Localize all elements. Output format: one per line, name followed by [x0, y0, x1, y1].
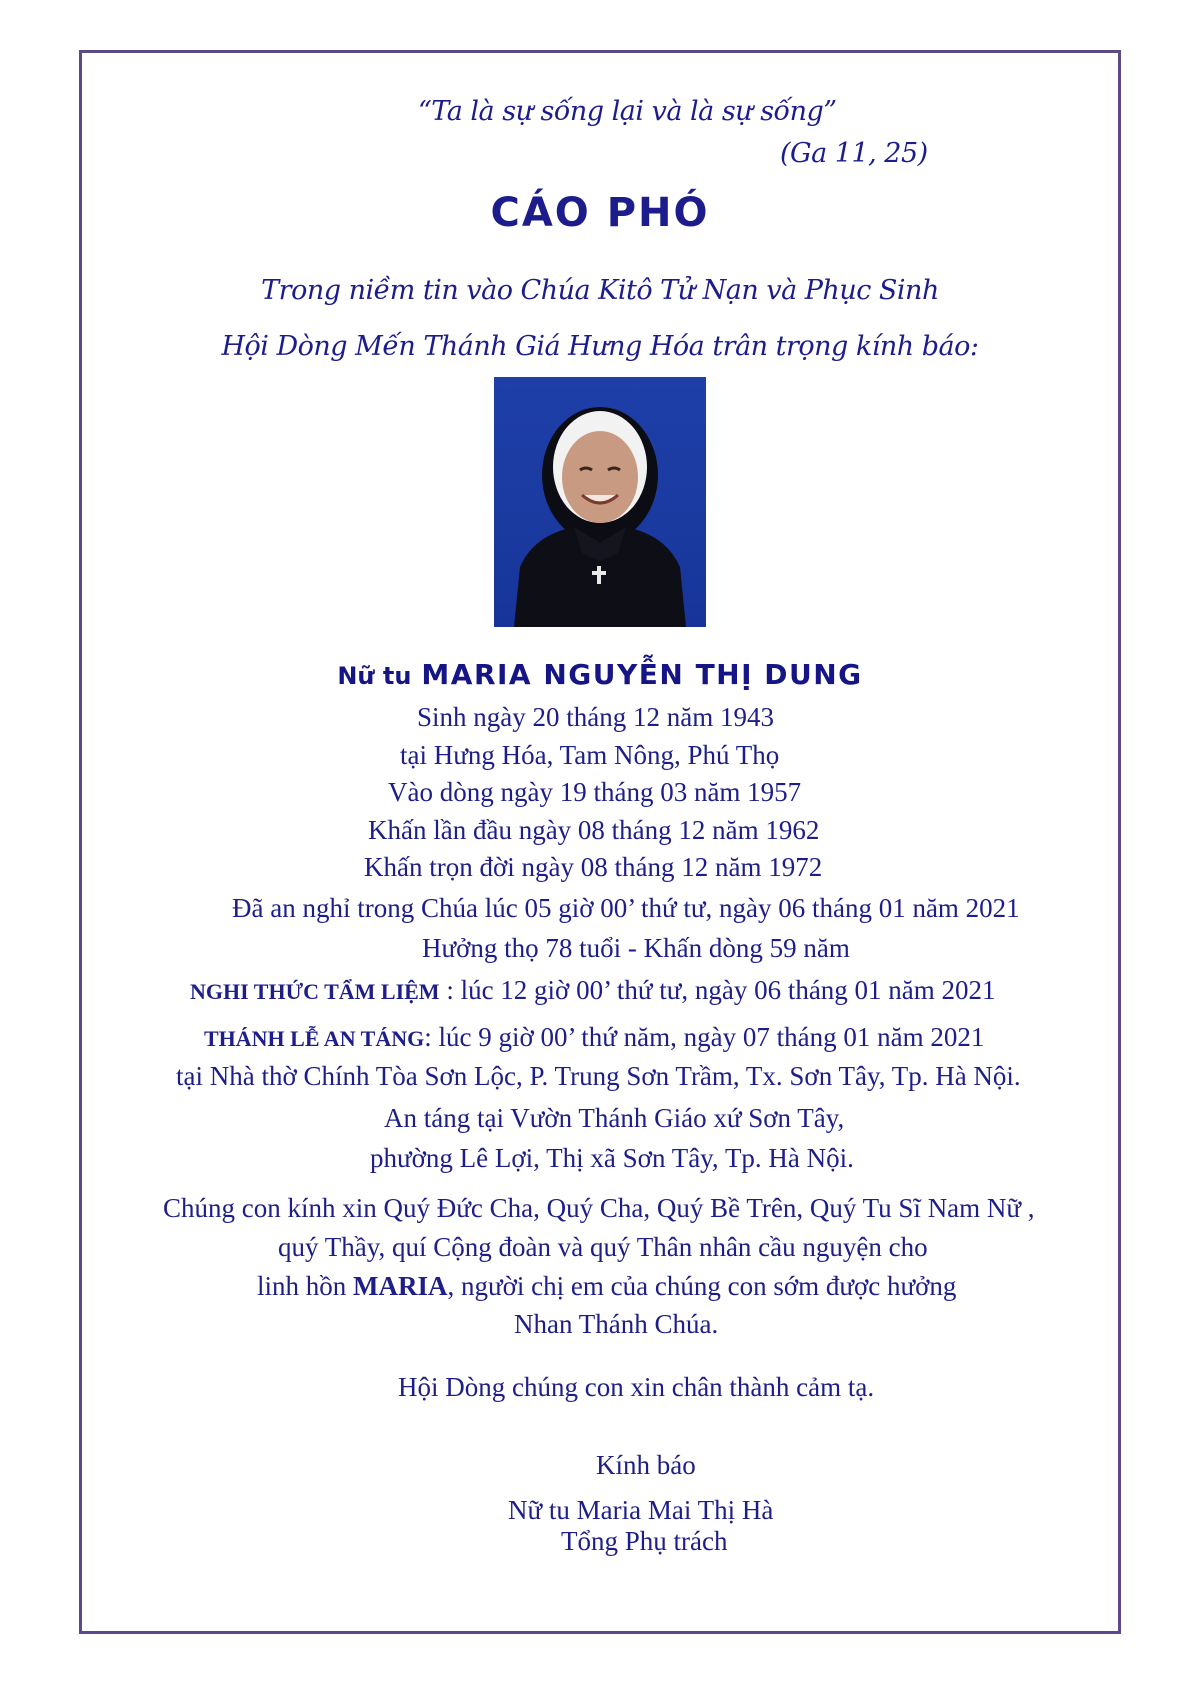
deceased-name-line — [0, 658, 1200, 691]
burial-line-1: An táng tại Vườn Thánh Giáo xứ Sơn Tây, — [384, 1103, 845, 1133]
entry-date: Vào dòng ngày 19 tháng 03 năm 1957 — [388, 777, 802, 807]
deceased-title: Nữ tu — [337, 662, 412, 690]
scripture-citation: (Ga 11, 25) — [780, 138, 928, 169]
ceremony-label: NGHI THỨC TẨM LIỆM — [190, 979, 440, 1004]
intro-line-1: Trong niềm tin vào Chúa Kitô Tử Nạn và Phục Sinh — [261, 275, 939, 306]
funeral-label: THÁNH LỄ AN TÁNG — [204, 1026, 425, 1051]
funeral-line — [204, 1022, 984, 1053]
signature-name: Nữ tu Maria Mai Thị Hà — [508, 1495, 774, 1525]
prayer-name-emphasis: MARIA — [353, 1271, 448, 1301]
birth-place: tại Hưng Hóa, Tam Nông, Phú Thọ — [400, 740, 780, 770]
prayer-line-2: quý Thầy, quí Cộng đoàn và quý Thân nhân cầu nguyện cho — [278, 1232, 928, 1262]
birth-date: Sinh ngày 20 tháng 12 năm 1943 — [417, 702, 774, 732]
portrait-photo — [494, 377, 706, 627]
prayer-line-1: Chúng con kính xin Quý Đức Cha, Quý Cha, Quý Bề Trên, Quý Tu Sĩ Nam Nữ , — [163, 1193, 1035, 1223]
thanks-line: Hội Dòng chúng con xin chân thành cảm tạ. — [398, 1372, 875, 1402]
signature-greeting: Kính báo — [596, 1450, 696, 1480]
ceremony-time: : lúc 12 giờ 00’ thứ tư, ngày 06 tháng 01 năm 2021 — [439, 975, 996, 1005]
nun-portrait-illustration — [494, 377, 706, 627]
first-vows-date: Khấn lần đầu ngày 08 tháng 12 năm 1962 — [368, 815, 820, 845]
prayer-line-3 — [257, 1271, 956, 1302]
funeral-time: : lúc 9 giờ 00’ thứ năm, ngày 07 tháng 01 năm 2021 — [424, 1022, 985, 1052]
prayer-line-4: Nhan Thánh Chúa. — [514, 1309, 719, 1339]
prayer-line-3-start: linh hồn — [257, 1271, 354, 1301]
scripture-quote: “Ta là sự sống lại và là sự sống” — [418, 96, 837, 127]
page-title: CÁO PHÓ — [490, 190, 710, 236]
deceased-name: MARIA NGUYỄN THỊ DUNG — [421, 658, 863, 691]
signature-role: Tổng Phụ trách — [561, 1526, 728, 1556]
death-date: Đã an nghỉ trong Chúa lúc 05 giờ 00’ thứ tư, ngày 06 tháng 01 năm 2021 — [232, 893, 1020, 923]
final-vows-date: Khấn trọn đời ngày 08 tháng 12 năm 1972 — [364, 852, 823, 882]
intro-line-2: Hội Dòng Mến Thánh Giá Hưng Hóa trân trọng kính báo: — [221, 331, 979, 362]
age-summary: Hưởng thọ 78 tuổi - Khấn dòng 59 năm — [422, 933, 850, 963]
funeral-place: tại Nhà thờ Chính Tòa Sơn Lộc, P. Trung Sơn Trầm, Tx. Sơn Tây, Tp. Hà Nội. — [176, 1061, 1021, 1091]
burial-line-2: phường Lê Lợi, Thị xã Sơn Tây, Tp. Hà Nội. — [370, 1143, 854, 1173]
ceremony-line — [190, 975, 996, 1006]
prayer-line-3-end: , người chị em của chúng con sớm được hưởng — [447, 1271, 957, 1301]
